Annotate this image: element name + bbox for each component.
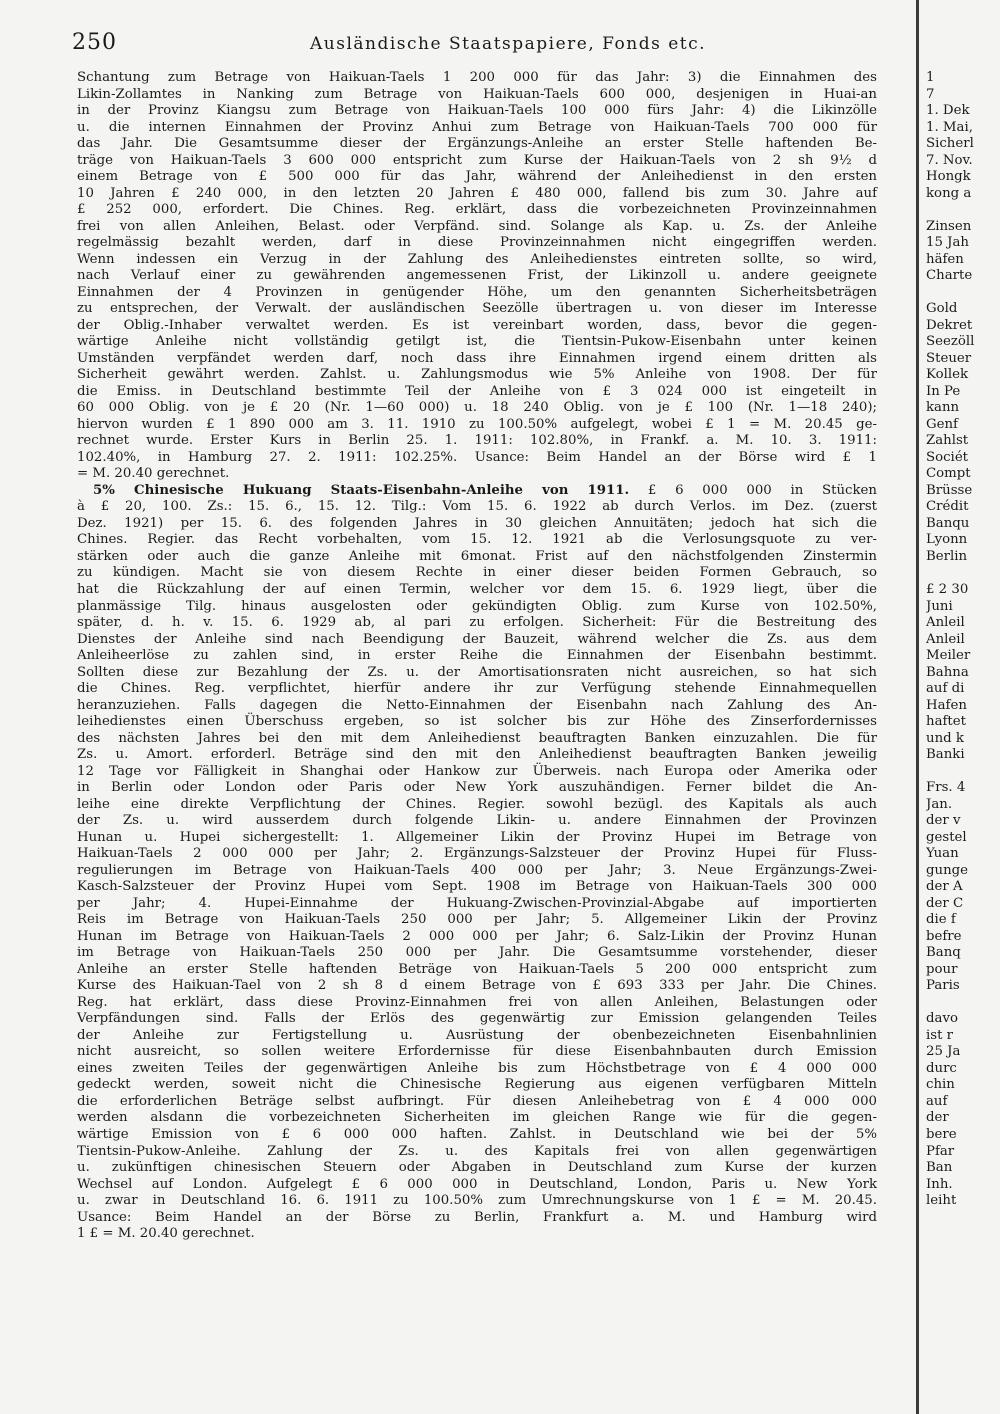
side-text-line bbox=[926, 995, 1000, 1012]
text-line: in Berlin oder London oder Paris oder New York auszuhändigen. Ferner bildet die An- bbox=[77, 780, 877, 796]
text-line: in der Provinz Kiangsu zum Betrage von Haikuan-Taels 100 000 fürs Jahr: 4) die Likinzölle bbox=[77, 103, 877, 119]
side-text-line: Banq bbox=[926, 945, 961, 961]
side-text-line: Lyonn bbox=[926, 532, 968, 548]
side-text-line: Crédit bbox=[926, 499, 969, 515]
text-line: Wechsel auf London. Aufgelegt £ 6 000 000 in Deutschland, London, Paris u. New York bbox=[77, 1176, 877, 1192]
text-line: heranzuziehen. Falls dagegen die Netto-Einnahmen der Eisenbahn nach Zahlung des An- bbox=[77, 697, 877, 713]
side-text-line: Inh. bbox=[926, 1176, 953, 1192]
side-text-line: Sociét bbox=[926, 449, 969, 465]
text-line: stärken oder auch die ganze Anleihe mit 6monat. Frist auf den nächstfolgenden Zinstermin bbox=[77, 548, 877, 564]
side-text-line: Juni bbox=[926, 598, 953, 614]
side-text-line: der A bbox=[926, 879, 963, 895]
text-line: Hunan im Betrage von Haikuan-Taels 2 000 000 per Jahr; 6. Salz-Likin der Provinz Hunan bbox=[77, 928, 877, 944]
side-text-line: 7. Nov. bbox=[926, 152, 973, 168]
text-line: Einnahmen der 4 Provinzen in genügender Höhe, um den genannten Sicherheitsbeträgen bbox=[77, 284, 877, 300]
side-text-line bbox=[926, 565, 1000, 582]
text-line: 102.40%, in Hamburg 27. 2. 1911: 102.25%. Usance: Beim Handel an der Börse wird £ 1 bbox=[77, 449, 877, 465]
text-line: Hunan u. Hupei sichergestellt: 1. Allgemeiner Likin der Provinz Hupei im Betrage von bbox=[77, 829, 877, 845]
side-text-line: Banki bbox=[926, 747, 965, 763]
side-text-line: 7 bbox=[926, 86, 935, 102]
side-text-line: haftet bbox=[926, 714, 966, 730]
text-line: im Betrage von Haikuan-Taels 250 000 per Jahr. Die Gesamtsumme vorstehender, dieser bbox=[77, 945, 877, 961]
side-text-line bbox=[926, 202, 1000, 219]
text-line: per Jahr; 4. Hupei-Einnahme der Hukuang-Zwischen-Provinzial-Abgabe auf importierten bbox=[77, 895, 877, 911]
text-line: nicht ausreicht, so sollen weitere Erfordernisse für diese Eisenbahnbauten durch Emission bbox=[77, 1044, 877, 1060]
side-text-line: der C bbox=[926, 895, 964, 911]
side-text-line: Steuer bbox=[926, 350, 972, 366]
text-line: Sollten diese zur Bezahlung der Zs. u. der Amortisationsraten nicht ausreichen, so hat sich bbox=[77, 664, 877, 680]
text-line: Anleiheerlöse zu zahlen sind, in erster Reihe die Einnahmen der Eisenbahn bestimmt. bbox=[77, 648, 877, 664]
side-text-line: gestel bbox=[926, 829, 967, 845]
column-divider bbox=[916, 0, 919, 1414]
text-line: Zs. u. Amort. erforderl. Beträge sind den mit den Anleihedienst beauftragten Banken jeweilig bbox=[77, 747, 877, 763]
text-line: die Emiss. in Deutschland bestimmte Teil der Anleihe von £ 3 024 000 ist eingeteilt in bbox=[77, 383, 877, 399]
side-text-line: Compt bbox=[926, 466, 971, 482]
text-line: regelmässig bezahlt werden, darf in diese Provinzeinnahmen nicht eingegriffen werden. bbox=[77, 235, 877, 251]
text-line: Anleihe an erster Stelle haftenden Beträge von Haikuan-Taels 5 200 000 entspricht zum bbox=[77, 961, 877, 977]
text-line: Likin-Zollamtes in Nanking zum Betrage von Haikuan-Taels 600 000, desjenigen in Huai-an bbox=[77, 86, 877, 102]
text-line: Kasch-Salzsteuer der Provinz Hupei vom Sept. 1908 im Betrage von Haikuan-Taels 300 000 bbox=[77, 879, 877, 895]
text-line: hiervon wurden £ 1 890 000 am 3. 11. 1910 zu 100.50% aufgelegt, wobei £ 1 = M. 20.45 ge- bbox=[77, 416, 877, 432]
text-line: frei von allen Anleihen, Belast. oder Verpfänd. sind. Solange als Kap. u. Zs. der Anleihe bbox=[77, 218, 877, 234]
text-line: Kurse des Haikuan-Tael von 2 sh 8 d einem Betrage von £ 693 333 per Jahr. Die Chines. bbox=[77, 978, 877, 994]
side-text-line: davo bbox=[926, 1011, 958, 1027]
side-text-line: Anleil bbox=[926, 615, 965, 631]
text-line: Schantung zum Betrage von Haikuan-Taels 1 200 000 für das Jahr: 3) die Einnahmen des bbox=[77, 70, 877, 85]
side-text-line: Hafen bbox=[926, 697, 967, 713]
side-text-line: befre bbox=[926, 928, 962, 944]
page-number: 250 bbox=[72, 30, 117, 55]
text-line: der Anleihe zur Fertigstellung u. Ausrüstung der obenbezeichneten Eisenbahnlinien bbox=[77, 1027, 877, 1043]
side-text-line: kong a bbox=[926, 185, 972, 201]
side-text-line: 15 Jah bbox=[926, 235, 969, 251]
text-line: das Jahr. Die Gesamtsumme dieser der Ergänzungs-Anleihe an erster Stelle haftenden Be- bbox=[77, 136, 877, 152]
side-text-line: 1. Mai, bbox=[926, 119, 973, 135]
side-text-line: Banqu bbox=[926, 515, 970, 531]
text-line: der Oblig.-Inhaber verwaltet werden. Es ist vereinbart worden, dass, bevor die gegen- bbox=[77, 317, 877, 333]
side-text-line: Zahlst bbox=[926, 433, 969, 449]
text-line: hat die Rückzahlung der auf einen Termin, welcher vor dem 15. 6. 1929 liegt, über die bbox=[77, 581, 877, 597]
text-line bbox=[77, 483, 877, 500]
text-line: Tientsin-Pukow-Anleihe. Zahlung der Zs. u. des Kapitals frei von allen gegenwärtigen bbox=[77, 1143, 877, 1159]
side-text-line: Brüsse bbox=[926, 482, 973, 498]
side-text-line: Kollek bbox=[926, 367, 969, 383]
text-line: werden alsdann die vorbezeichneten Sicherheiten im gleichen Range wie für die gegen- bbox=[77, 1110, 877, 1126]
side-text-line: Frs. 4 bbox=[926, 780, 966, 796]
text-line: wärtige Anleihe nicht vollständig getilgt ist, die Tientsin-Pukow-Eisenbahn unter keinen bbox=[77, 334, 877, 350]
side-text-line: und k bbox=[926, 730, 964, 746]
text-line: Haikuan-Taels 2 000 000 per Jahr; 2. Ergänzungs-Salzsteuer der Provinz Hupei für Fluss- bbox=[77, 846, 877, 862]
text-line: eines zweiten Teiles der gegenwärtigen Anleihe bis zum Höchstbetrage von £ 4 000 000 bbox=[77, 1060, 877, 1076]
text-line: u. die internen Einnahmen der Provinz Anhui zum Betrage von Haikuan-Taels 700 000 für bbox=[77, 119, 877, 135]
text-line: Usance: Beim Handel an der Börse zu Berlin, Frankfurt a. M. und Hamburg wird bbox=[77, 1209, 877, 1225]
text-line: u. zukünftigen chinesischen Steuern oder Abgaben in Deutschland zum Kurse der kurzen bbox=[77, 1160, 877, 1176]
text-line: zu kündigen. Macht sie von diesem Rechte in einer dieser beiden Formen Gebrauch, so bbox=[77, 565, 877, 581]
side-text-line bbox=[926, 764, 1000, 781]
text-line: Dienstes der Anleihe sind nach Beendigung der Bauzeit, während welcher die Zs. aus dem bbox=[77, 631, 877, 647]
text-line: träge von Haikuan-Taels 3 600 000 entspricht zum Kurse der Haikuan-Taels von 2 sh 9½ d bbox=[77, 152, 877, 168]
side-text-line: Jan. bbox=[926, 796, 953, 812]
side-text-line: £ 2 30 bbox=[926, 581, 969, 597]
text-line: Chines. Regier. das Recht vorbehalten, vom 15. 12. 1921 ab die Verlosungsquote zu ver- bbox=[77, 532, 877, 548]
text-line: wärtige Emission von £ 6 000 000 haften. Zahlst. in Deutschland wie bei der 5% bbox=[77, 1127, 877, 1142]
text-line: Reis im Betrage von Haikuan-Taels 250 000 per Jahr; 5. Allgemeiner Likin der Provinz bbox=[77, 912, 877, 928]
text-line: Wenn indessen ein Verzug in der Zahlung des Anleihedienstes eintreten sollte, so wird, bbox=[77, 251, 877, 267]
side-text-line: Sicherl bbox=[926, 136, 974, 152]
side-text-line: bere bbox=[926, 1127, 957, 1142]
text-line: Reg. hat erklärt, dass diese Provinz-Einnahmen frei von allen Anleihen, Belastungen oder bbox=[77, 994, 877, 1010]
running-head: Ausländische Staatspapiere, Fonds etc. bbox=[310, 34, 707, 54]
side-text-line: Genf bbox=[926, 416, 958, 432]
side-text-line: kann bbox=[926, 400, 960, 416]
side-text-line: der v bbox=[926, 813, 961, 829]
adjacent-page-column bbox=[926, 70, 1000, 1210]
side-text-line: pour bbox=[926, 961, 958, 977]
section-heading-amount: £ 6 000 000 in Stücken bbox=[629, 482, 877, 498]
side-text-line: auf di bbox=[926, 681, 965, 697]
text-line: Umständen verpfändet werden darf, noch dass ihre Einnahmen irgend einem dritten als bbox=[77, 350, 877, 366]
side-text-line: Anleil bbox=[926, 631, 965, 647]
text-line: die erforderlichen Beträge selbst aufbringt. Für diesen Anleihebetrag von £ 4 000 000 bbox=[77, 1093, 877, 1109]
side-text-line: Meiler bbox=[926, 648, 971, 664]
text-line: u. zwar in Deutschland 16. 6. 1911 zu 100.50% zum Umrechnungskurse von 1 £ = M. 20.45. bbox=[77, 1193, 877, 1209]
text-line: leihe eine direkte Verpflichtung der Chines. Regier. sowohl bezügl. des Kapitals als auch bbox=[77, 796, 877, 812]
side-text-line: Paris bbox=[926, 978, 960, 994]
side-text-line: häfen bbox=[926, 251, 964, 267]
side-text-line: auf bbox=[926, 1093, 948, 1109]
side-text-line: ist r bbox=[926, 1027, 954, 1043]
text-line: planmässige Tilg. hinaus ausgelosten oder gekündigten Oblig. zum Kurse von 102.50%, bbox=[77, 598, 877, 614]
text-line: gedeckt werden, soweit nicht die Chinesische Regierung aus eigenen verfügbaren Mitteln bbox=[77, 1077, 877, 1093]
side-text-line: 1. Dek bbox=[926, 103, 970, 119]
main-text-column bbox=[77, 70, 877, 1243]
side-text-line: Hongk bbox=[926, 169, 971, 185]
side-text-line: Bahna bbox=[926, 664, 969, 680]
text-line: Verpfändungen sind. Falls der Erlös des gegenwärtig zur Emission gelangenden Teiles bbox=[77, 1011, 877, 1027]
text-line: 1 £ = M. 20.40 gerechnet. bbox=[77, 1226, 255, 1242]
text-line: später, d. h. v. 15. 6. 1929 ab, al pari zu erfolgen. Sicherheit: Für die Bestreitung des bbox=[77, 615, 877, 631]
text-line: 60 000 Oblig. von je £ 20 (Nr. 1—60 000) u. 18 240 Oblig. von je £ 100 (Nr. 1—18 240); bbox=[77, 400, 877, 416]
side-text-line: Yuan bbox=[926, 846, 959, 862]
side-text-line: Ban bbox=[926, 1160, 953, 1176]
text-line: die Chines. Reg. verpflichtet, hierfür andere ihr zur Verfügung stehende Einnahmequellen bbox=[77, 681, 877, 697]
section-heading: 5% Chinesische Hukuang Staats-Eisenbahn-Anleihe von 1911. bbox=[93, 482, 630, 498]
side-text-line: Seezöll bbox=[926, 334, 975, 350]
side-text-line: In Pe bbox=[926, 383, 961, 399]
text-line: = M. 20.40 gerechnet. bbox=[77, 466, 230, 482]
side-text-line: der bbox=[926, 1110, 949, 1126]
text-line: Sicherheit gewährt werden. Zahlst. u. Zahlungsmodus wie 5% Anleihe von 1908. Der für bbox=[77, 367, 877, 383]
side-text-line: leiht bbox=[926, 1193, 957, 1209]
side-text-line: die f bbox=[926, 912, 956, 928]
side-text-line bbox=[926, 285, 1000, 302]
text-line: Dez. 1921) per 15. 6. des folgenden Jahres in 30 gleichen Annuitäten; jedoch hat sich die bbox=[77, 515, 877, 531]
side-text-line: Gold bbox=[926, 301, 958, 317]
text-line: £ 252 000, erfordert. Die Chines. Reg. erklärt, dass die vorbezeichneten Provinzeinnahmen bbox=[77, 202, 877, 218]
text-line: à £ 20, 100. Zs.: 15. 6., 15. 12. Tilg.: Vom 15. 6. 1922 ab durch Verlos. im Dez. (zuerst bbox=[77, 499, 877, 515]
side-text-line: Berlin bbox=[926, 548, 968, 564]
text-line: der Zs. u. wird ausserdem durch folgende Likin- u. andere Einnahmen der Provinzen bbox=[77, 813, 877, 829]
text-line: regulierungen im Betrage von Haikuan-Taels 400 000 per Jahr; 3. Neue Ergänzungs-Zwei- bbox=[77, 862, 877, 878]
side-text-line: gunge bbox=[926, 862, 969, 878]
text-line: einem Betrage von £ 500 000 für das Jahr, während der Anleihedienst in den ersten bbox=[77, 169, 877, 185]
side-text-line: Charte bbox=[926, 268, 973, 284]
side-text-line: Zinsen bbox=[926, 218, 972, 234]
side-text-line: durc bbox=[926, 1060, 957, 1076]
side-text-line: chin bbox=[926, 1077, 955, 1093]
text-line: nach Verlauf einer zu gewährenden angemessenen Frist, der Likinzoll u. andere geeignete bbox=[77, 268, 877, 284]
side-text-line: 1 bbox=[926, 70, 935, 85]
text-line: 12 Tage vor Fälligkeit in Shanghai oder Hankow zur Überweis. nach Europa oder Amerika oder bbox=[77, 763, 877, 779]
side-text-line: Pfar bbox=[926, 1143, 955, 1159]
side-text-line: Dekret bbox=[926, 317, 973, 333]
text-line: leihedienstes einen Überschuss ergeben, so ist solcher bis zur Höhe des Zinserfordernisses bbox=[77, 714, 877, 730]
text-line: zu entsprechen, der Verwalt. der ausländischen Seezölle übertragen u. von dieser im Interesse bbox=[77, 301, 877, 317]
text-line: 10 Jahren £ 240 000, in den letzten 20 Jahren £ 480 000, fallend bis zum 30. Jahre auf bbox=[77, 185, 877, 201]
text-line: rechnet wurde. Erster Kurs in Berlin 25. 1. 1911: 102.80%, in Frankf. a. M. 10. 3. 1911: bbox=[77, 433, 877, 449]
side-text-line: 25 Ja bbox=[926, 1044, 961, 1060]
text-line: des nächsten Jahres bei den mit dem Anleihedienst beauftragten Banken einzuzahlen. Die für bbox=[77, 730, 877, 746]
